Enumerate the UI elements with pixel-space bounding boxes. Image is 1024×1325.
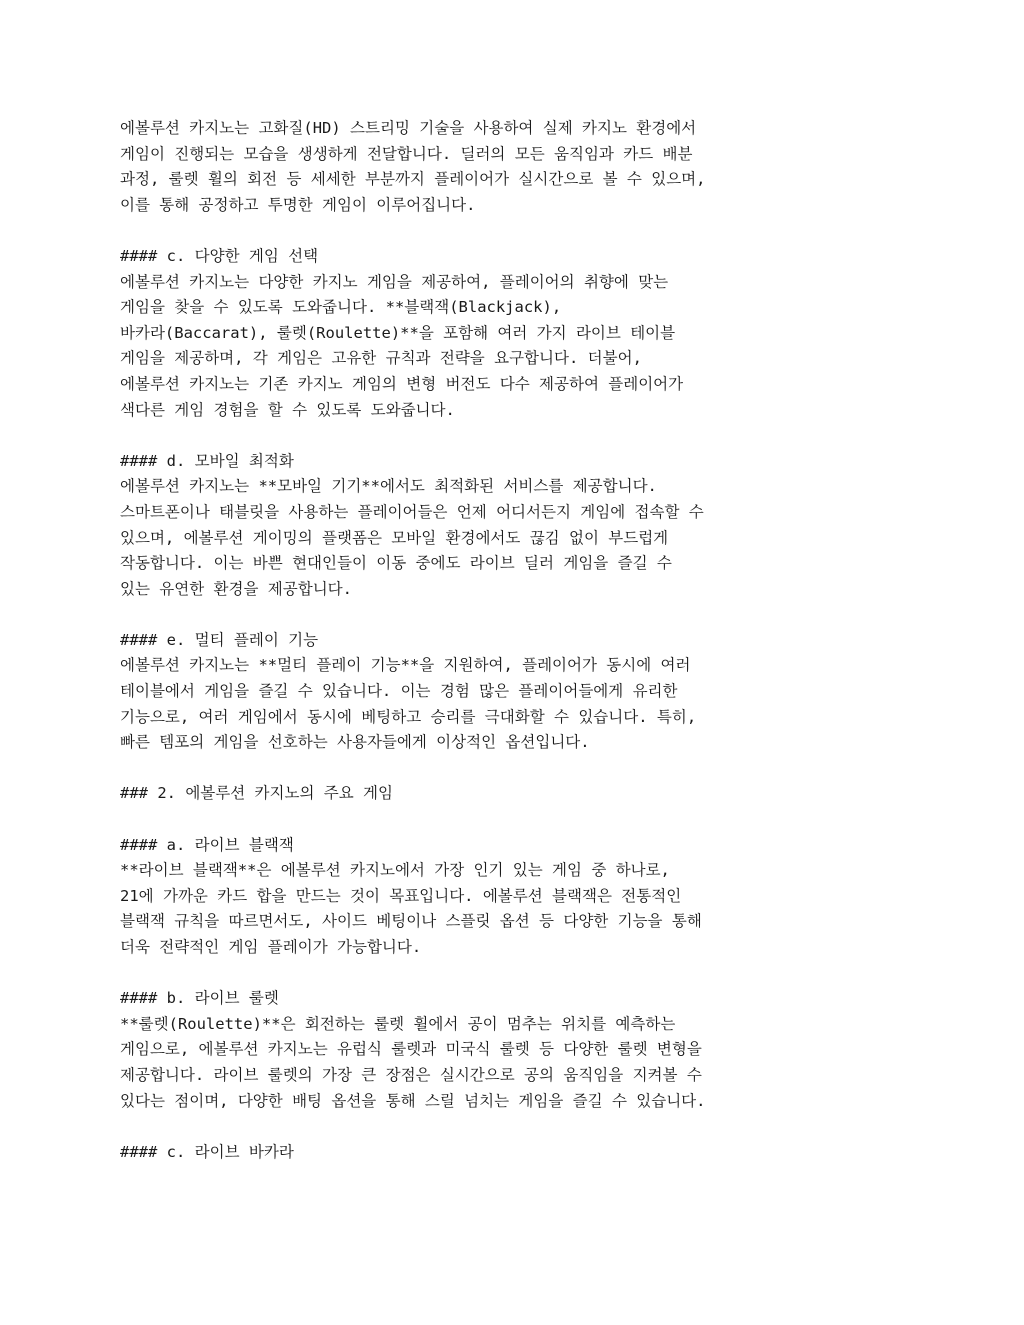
text-line: 작동합니다. 이는 바쁜 현대인들이 이동 중에도 라이브 딜러 게임을 즐길 수: [120, 554, 672, 573]
text-block-section-b-roulette: [120, 986, 910, 1114]
text-block-section-c-baccarat: [120, 1140, 910, 1166]
text-line: 에볼루션 카지노는 고화질(HD) 스트리밍 기술을 사용하여 실제 카지노 환경에서: [120, 119, 697, 137]
text-line: 색다른 게임 경험을 할 수 있도록 도와줍니다.: [120, 400, 455, 419]
text-line: 에볼루션 카지노는 **모바일 기기**에서도 최적화된 서비스를 제공합니다.: [120, 477, 657, 496]
text-line: 있는 유연한 환경을 제공합니다.: [120, 579, 352, 598]
document-body: [120, 116, 910, 1165]
text-line: 있으며, 에볼루션 게이밍의 플랫폼은 모바일 환경에서도 끊김 없이 부드럽게: [120, 528, 669, 547]
paragraph-gap: [120, 602, 910, 628]
text-line: 테이블에서 게임을 즐길 수 있습니다. 이는 경험 많은 플레이어들에게 유리한: [120, 682, 678, 701]
paragraph-gap: [120, 423, 910, 449]
paragraph-gap: [120, 756, 910, 782]
text-line: 에볼루션 카지노는 **멀티 플레이 기능**을 지원하여, 플레이어가 동시에 여러: [120, 656, 691, 675]
paragraph-gap: [120, 218, 910, 244]
section-heading: #### a. 라이브 블랙잭: [120, 835, 294, 854]
text-line: 게임을 찾을 수 있도록 도와줍니다. **블랙잭(Blackjack),: [120, 298, 562, 317]
text-line: 과정, 룰렛 휠의 회전 등 세세한 부분까지 플레이어가 실시간으로 볼 수 있으며,: [120, 170, 706, 189]
text-line: 게임을 제공하며, 각 게임은 고유한 규칙과 전략을 요구합니다. 더불어,: [120, 349, 642, 368]
text-line: 게임이 진행되는 모습을 생생하게 전달합니다. 딜러의 모든 움직임과 카드 배분: [120, 144, 693, 163]
section-heading: #### b. 라이브 룰렛: [120, 989, 279, 1008]
paragraph-gap: [120, 1114, 910, 1140]
text-line: 바카라(Baccarat), 룰렛(Roulette)**을 포함해 여러 가지 라이브 테이블: [120, 323, 676, 342]
text-line: 에볼루션 카지노는 기존 카지노 게임의 변형 버전도 다수 제공하여 플레이어가: [120, 374, 684, 393]
text-block-section-d-mobile: [120, 449, 910, 603]
text-line: 블랙잭 규칙을 따르면서도, 사이드 베팅이나 스플릿 옵션 등 다양한 기능을 통해: [120, 912, 702, 931]
text-line: 스마트폰이나 태블릿을 사용하는 플레이어들은 언제 어디서든지 게임에 접속할 수: [120, 502, 704, 521]
section-heading: ### 2. 에볼루션 카지노의 주요 게임: [120, 784, 393, 803]
text-line: 21에 가까운 카드 합을 만드는 것이 목표입니다. 에볼루션 블랙잭은 전통적인: [120, 886, 682, 905]
text-block-section-2-main-games: [120, 781, 910, 807]
text-line: **룰렛(Roulette)**은 회전하는 룰렛 휠에서 공이 멈추는 위치를 예측하는: [120, 1014, 676, 1033]
text-block-section-c-variety: [120, 244, 910, 423]
paragraph-gap: [120, 961, 910, 987]
text-block-intro-hd: [120, 116, 910, 218]
text-line: 빠른 템포의 게임을 선호하는 사용자들에게 이상적인 옵션입니다.: [120, 733, 590, 752]
text-line: 게임으로, 에볼루션 카지노는 유럽식 룰렛과 미국식 룰렛 등 다양한 룰렛 변형을: [120, 1040, 702, 1059]
text-line: 기능으로, 여러 게임에서 동시에 베팅하고 승리를 극대화할 수 있습니다. 특히,: [120, 707, 697, 726]
text-block-section-a-blackjack: [120, 833, 910, 961]
text-block-section-e-multiplay: [120, 628, 910, 756]
text-line: **라이브 블랙잭**은 에볼루션 카지노에서 가장 인기 있는 게임 중 하나로,: [120, 861, 670, 880]
paragraph-gap: [120, 807, 910, 833]
section-heading: #### c. 다양한 게임 선택: [120, 246, 319, 265]
text-line: 이를 통해 공정하고 투명한 게임이 이루어집니다.: [120, 195, 476, 214]
text-line: 에볼루션 카지노는 다양한 카지노 게임을 제공하여, 플레이어의 취향에 맞는: [120, 272, 669, 291]
text-line: 제공합니다. 라이브 룰렛의 가장 큰 장점은 실시간으로 공의 움직임을 지켜볼 수: [120, 1065, 702, 1084]
section-heading: #### d. 모바일 최적화: [120, 451, 294, 470]
text-line: 더욱 전략적인 게임 플레이가 가능합니다.: [120, 938, 422, 956]
section-heading: #### c. 라이브 바카라: [120, 1142, 294, 1161]
text-line: 있다는 점이며, 다양한 배팅 옵션을 통해 스릴 넘치는 게임을 즐길 수 있습니다.: [120, 1091, 706, 1110]
section-heading: #### e. 멀티 플레이 기능: [120, 630, 319, 649]
